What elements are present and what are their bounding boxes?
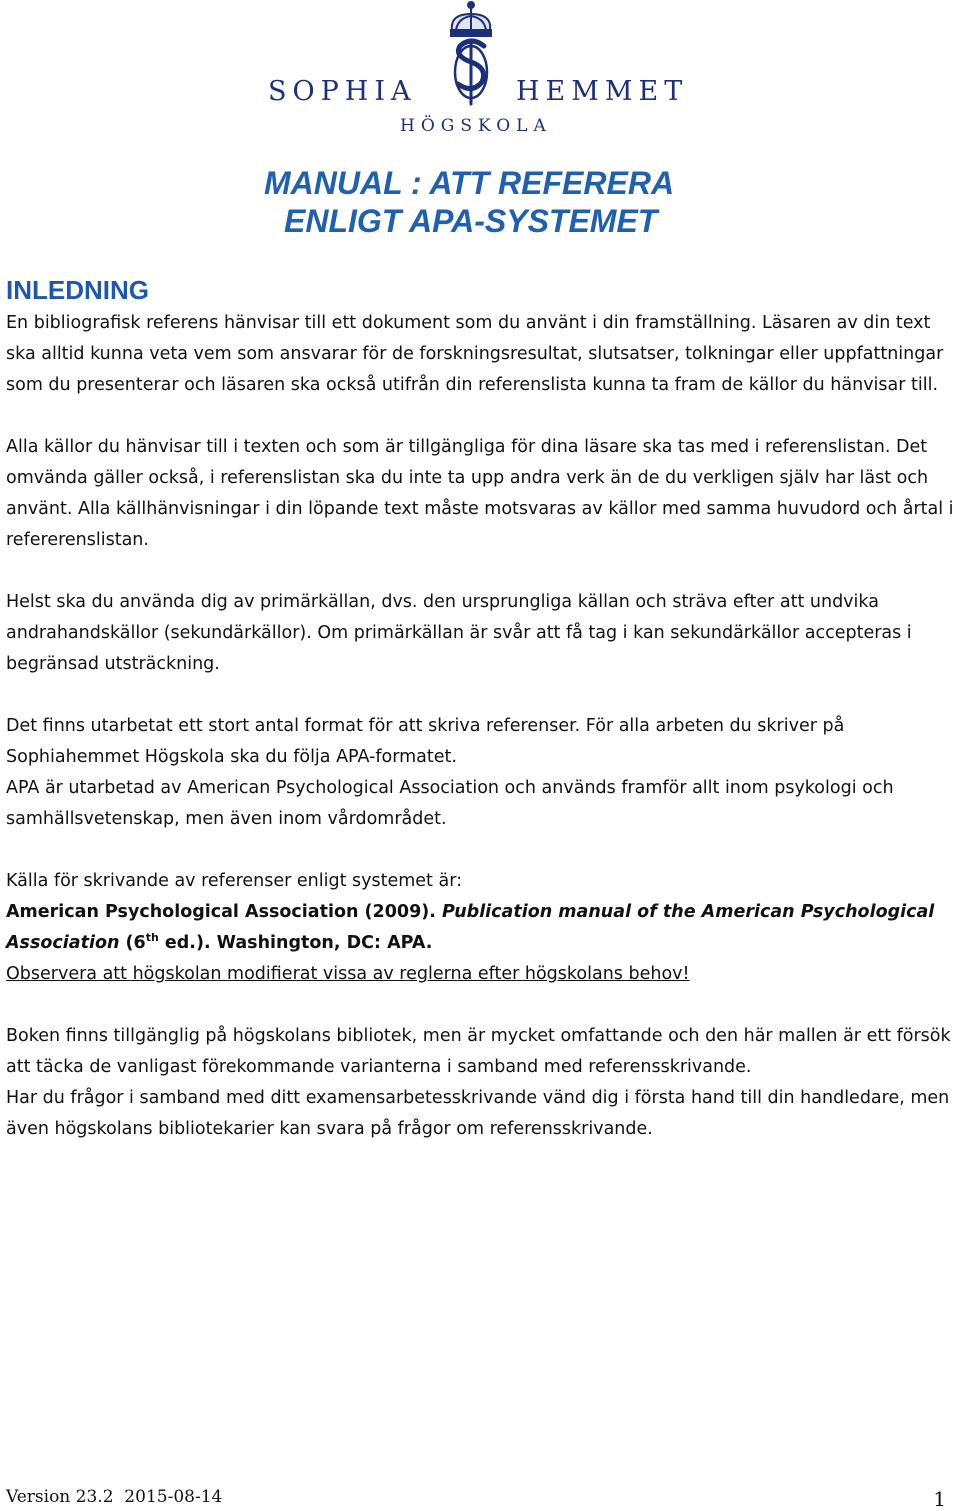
logo-text-left: SOPHIA — [268, 76, 417, 107]
logo-text-right: HEMMET — [516, 76, 689, 107]
page-number: 1 — [933, 1487, 946, 1511]
paragraph-formats: Det finns utarbetat ett stort antal format för att skriva referenser. För alla arbeten du skriver på Sophiahemmet Högskola ska du följa APA-formatet. — [6, 716, 845, 767]
crown-monogram-icon — [436, 0, 506, 108]
paragraph-source-intro: Källa för skrivande av referenser enligt systemet är: — [6, 871, 462, 891]
footer-version: Version 23.2 2015-08-14 — [6, 1487, 223, 1507]
section-heading: INLEDNING — [6, 275, 149, 305]
title-line-2: ENLIGT APA-SYSTEMET — [284, 203, 658, 239]
reference-citation — [6, 897, 956, 959]
document-title — [264, 164, 744, 240]
note-modified-rules: Observera att högskolan modifierat vissa av reglerna efter högskolans behov! — [6, 964, 690, 984]
paragraph-intro: En bibliografisk referens hänvisar till ett dokument som du använt i din framställning. Läsaren av din text ska alltid kunna veta vem som ansvarar för de forskningsresultat, slutsatser, tolkningar eller uppfattningar som du presenterar och läsaren ska också utifrån din referenslista kunna ta fram de källor du hänvisar till. — [6, 313, 944, 395]
paragraph-sources: Alla källor du hänvisar till i texten och som är tillgängliga för dina läsare ska tas med i referenslistan. Det omvända gäller också, i referenslistan ska du inte ta upp andra verk än de du verkligen själv har läst och använt. Alla källhänvisningar i din löpande text måste motsvaras av källor med samma huvudord och årtal i refererenslistan. — [6, 437, 954, 550]
reference-author: American Psychological Association (2009). — [6, 902, 442, 922]
reference-title: Publication manual of the American Psychological Association — [6, 902, 935, 953]
reference-edition: (6 — [119, 933, 146, 953]
paragraph-questions: Har du frågor i samband med ditt examensarbetesskrivande vänd dig i första hand till din handledare, men även högskolans bibliotekarier kan svara på frågor om referensskrivande. — [6, 1088, 950, 1139]
paragraph-library: Boken finns tillgänglig på högskolans bibliotek, men är mycket omfattande och den här mallen är ett försök att täcka de vanligast förekommande varianterna i samband med referensskrivande. — [6, 1026, 951, 1077]
document-body — [6, 272, 956, 1145]
logo-subtitle: HÖGSKOLA — [400, 116, 552, 136]
reference-edition-sup: th — [145, 931, 159, 945]
reference-publisher: ed.). Washington, DC: APA. — [158, 933, 433, 953]
paragraph-primary-sources: Helst ska du använda dig av primärkällan, dvs. den ursprungliga källan och sträva efter att undvika andrahandskällor (sekundärkällor). Om primärkällan är svår att få tag i kan sekundärkällor accepteras i begränsad utsträckning. — [6, 592, 912, 674]
title-line-1: MANUAL : ATT REFERERA — [264, 165, 675, 201]
logo — [0, 0, 960, 140]
paragraph-apa: APA är utarbetad av American Psychological Association och används framför allt inom psykologi och samhällsvetenskap, men även inom vårdområdet. — [6, 778, 894, 829]
